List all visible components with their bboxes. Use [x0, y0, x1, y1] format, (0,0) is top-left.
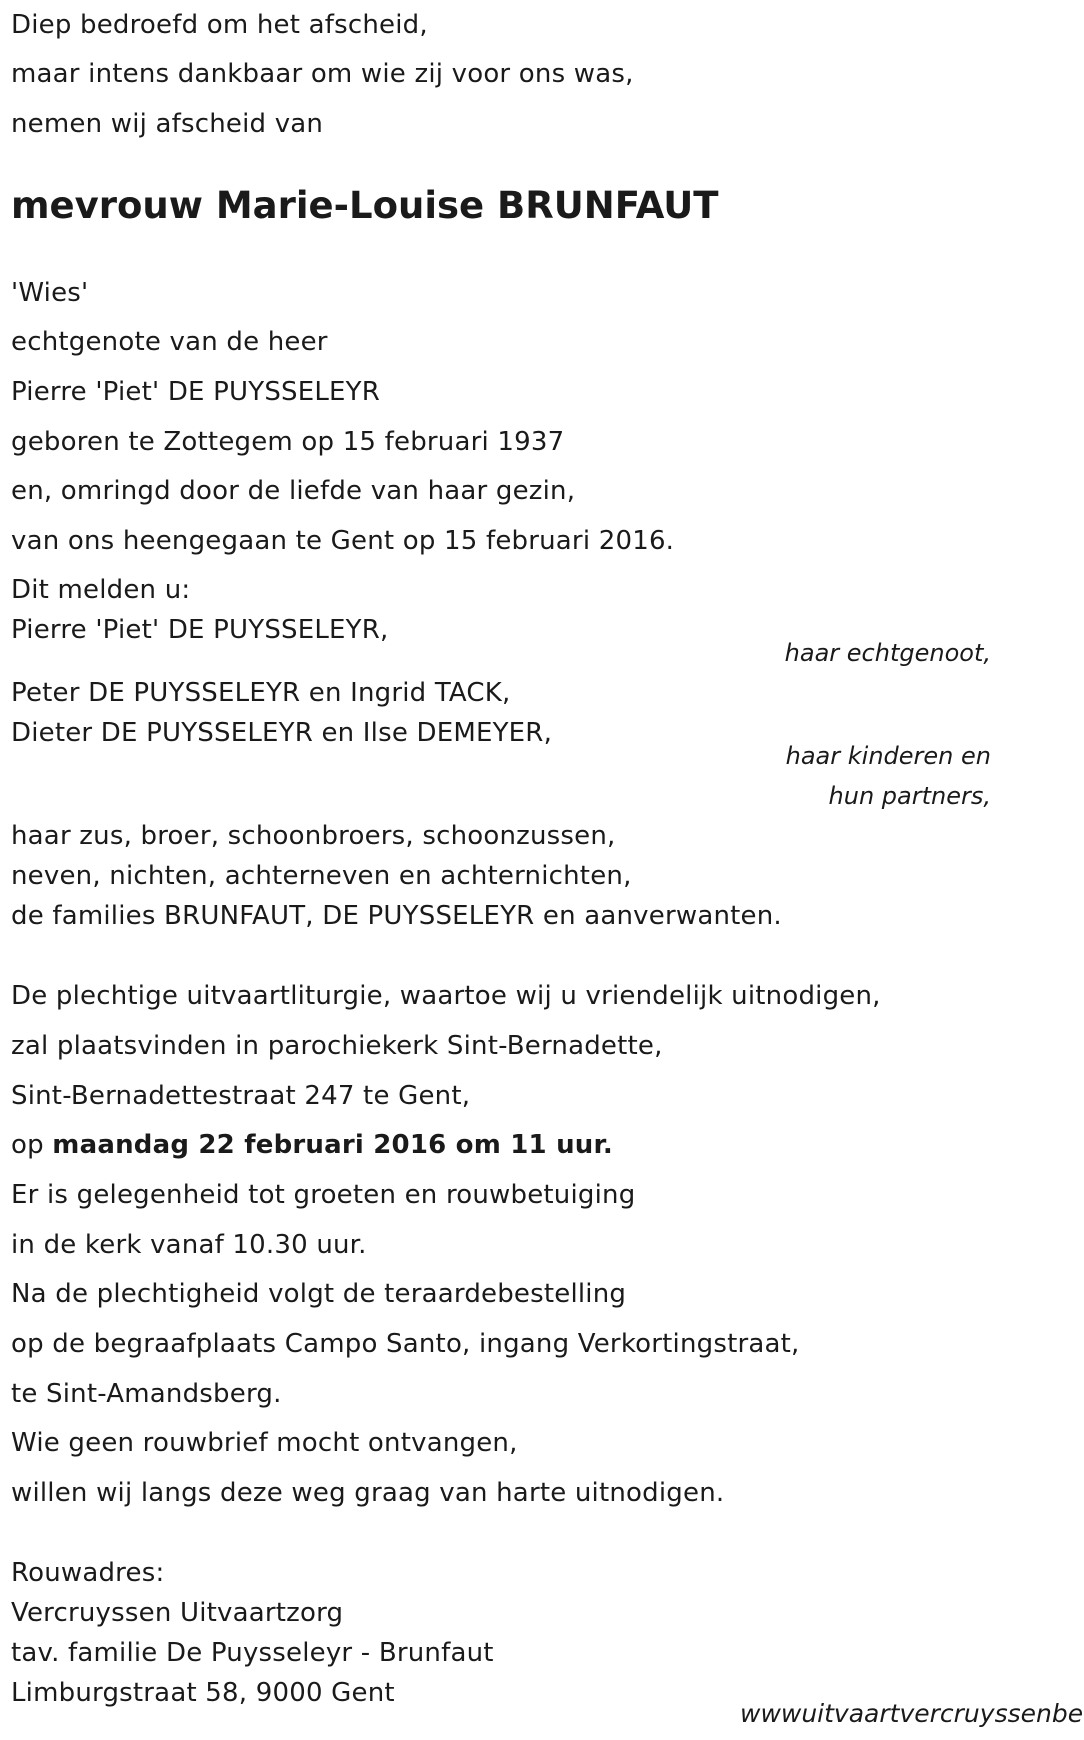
ceremony-line-7: Na de plechtigheid volgt de teraardebestelling: [11, 1279, 627, 1309]
ceremony-line-8: op de begraafplaats Campo Santo, ingang Verkortingstraat,: [11, 1329, 800, 1359]
website-link[interactable]: wwwuitvaartvercruyssenbe: [740, 1699, 1084, 1728]
ceremony-line-2: zal plaatsvinden in parochiekerk Sint-Bernadette,: [11, 1031, 663, 1061]
ceremony-line-1: De plechtige uitvaartliturgie, waartoe wij u vriendelijk uitnodigen,: [11, 981, 881, 1011]
family-line-2: neven, nichten, achterneven en achternichten,: [11, 861, 632, 891]
spouse-intro: echtgenote van de heer: [11, 327, 328, 357]
ceremony-date-prefix: op: [11, 1130, 53, 1160]
family-line-1: haar zus, broer, schoonbroers, schoonzussen,: [11, 821, 616, 851]
announcer-spouse: Pierre 'Piet' DE PUYSSELEYR,: [11, 615, 389, 645]
ceremony-line-3: Sint-Bernadettestraat 247 te Gent,: [11, 1081, 471, 1111]
address-line-1: Vercruyssen Uitvaartzorg: [11, 1598, 344, 1628]
address-line-3: Limburgstraat 58, 9000 Gent: [11, 1678, 395, 1708]
family-line-3: de families BRUNFAUT, DE PUYSSELEYR en aanverwanten.: [11, 901, 782, 931]
announcers-heading: Dit melden u:: [11, 575, 191, 605]
birth-info: geboren te Zottegem op 15 februari 1937: [11, 427, 565, 457]
ceremony-date-line: [11, 1129, 613, 1161]
ceremony-line-5: Er is gelegenheid tot groeten en rouwbetuiging: [11, 1180, 636, 1210]
address-heading: Rouwadres:: [11, 1558, 165, 1588]
ceremony-line-9: te Sint-Amandsberg.: [11, 1379, 282, 1409]
death-info: van ons heengegaan te Gent op 15 februari 2016.: [11, 526, 675, 556]
intro-line-1: Diep bedroefd om het afscheid,: [11, 10, 428, 40]
ceremony-line-6: in de kerk vanaf 10.30 uur.: [11, 1230, 367, 1260]
spouse-name: Pierre 'Piet' DE PUYSSELEYR: [11, 377, 381, 407]
nickname: 'Wies': [11, 278, 89, 308]
ceremony-line-11: willen wij langs deze weg graag van harte uitnodigen.: [11, 1478, 725, 1508]
children-role-line-1: haar kinderen en: [785, 742, 991, 770]
intro-line-3: nemen wij afscheid van: [11, 109, 324, 139]
children-role-line-2: hun partners,: [828, 782, 991, 810]
announcer-child-1: Peter DE PUYSSELEYR en Ingrid TACK,: [11, 678, 511, 708]
address-line-2: tav. familie De Puysseleyr - Brunfaut: [11, 1638, 494, 1668]
announcer-child-2: Dieter DE PUYSSELEYR en Ilse DEMEYER,: [11, 718, 553, 748]
ceremony-date: maandag 22 februari 2016 om 11 uur.: [52, 1130, 613, 1160]
deceased-name: mevrouw Marie-Louise BRUNFAUT: [11, 184, 719, 227]
intro-line-2: maar intens dankbaar om wie zij voor ons was,: [11, 59, 634, 89]
family-care: en, omringd door de liefde van haar gezin,: [11, 476, 576, 506]
spouse-role: haar echtgenoot,: [784, 639, 991, 667]
ceremony-line-10: Wie geen rouwbrief mocht ontvangen,: [11, 1428, 518, 1458]
